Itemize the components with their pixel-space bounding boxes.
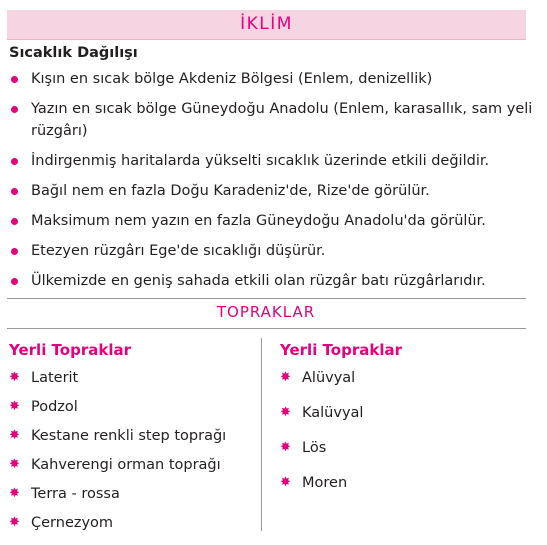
left-soil-list — [9, 368, 226, 533]
bullet-dot-icon — [11, 278, 18, 285]
star-icon: ✸ — [280, 440, 291, 455]
star-icon: ✸ — [280, 370, 291, 385]
bullet-text: Kışın en sıcak bölge Akdeniz Bölgesi (Enlem, denizellik) — [31, 71, 433, 87]
header-band — [7, 10, 526, 40]
bullet-item — [9, 98, 539, 142]
item-text: Terra - rossa — [31, 486, 120, 502]
item-text: Alüvyal — [302, 370, 356, 386]
bullet-dot-icon — [11, 248, 18, 255]
item-text: Lös — [302, 440, 327, 456]
bullet-text: Etezyen rüzgârı Ege'de sıcaklığı düşürür. — [31, 243, 326, 259]
bullet-dot-icon — [11, 218, 18, 225]
right-soil-list — [280, 368, 363, 493]
bullet-item — [9, 150, 539, 172]
list-item — [9, 513, 226, 533]
list-item — [9, 426, 226, 446]
bullet-item — [9, 240, 539, 262]
section-title: Sıcaklık Dağılışı — [9, 45, 138, 61]
list-item — [280, 473, 363, 493]
divider — [7, 298, 526, 299]
bullet-item — [9, 180, 539, 202]
list-item — [9, 484, 226, 504]
bullet-text: Ülkemizde en geniş sahada etkili olan rüzgâr batı rüzgârlarıdır. — [31, 273, 486, 289]
item-text: Moren — [302, 475, 348, 491]
star-icon: ✸ — [280, 405, 291, 420]
bullet-item — [9, 210, 539, 232]
star-icon: ✸ — [9, 370, 20, 385]
list-item — [9, 397, 226, 417]
bullet-dot-icon — [11, 188, 18, 195]
bullet-dot-icon — [11, 106, 18, 113]
item-text: Çernezyom — [31, 515, 114, 531]
page-title: İKLİM — [240, 14, 293, 34]
bullet-item — [9, 68, 539, 90]
list-item — [280, 368, 363, 388]
item-text: Podzol — [31, 399, 78, 415]
bullet-text: İndirgenmiş haritalarda yükselti sıcaklık üzerinde etkili değildir. — [31, 153, 490, 169]
bullet-dot-icon — [11, 158, 18, 165]
item-text: Kestane renkli step toprağı — [31, 428, 227, 444]
bullet-dot-icon — [11, 76, 18, 83]
divider — [7, 328, 526, 329]
right-column-title: Yerli Topraklar — [280, 341, 402, 359]
item-text: Laterit — [31, 370, 79, 386]
star-icon: ✸ — [9, 486, 20, 501]
star-icon: ✸ — [9, 399, 20, 414]
star-icon: ✸ — [280, 475, 291, 490]
climate-bullet-list — [9, 68, 539, 300]
bullet-item — [9, 270, 539, 292]
list-item — [280, 438, 363, 458]
column-divider — [261, 338, 262, 531]
list-item — [9, 455, 226, 475]
bullet-text: Yazın en sıcak bölge Güneydoğu Anadolu (Enlem, karasallık, sam yeli rüzgârı) — [31, 101, 533, 139]
star-icon: ✸ — [9, 457, 20, 472]
item-text: Kahverengi orman toprağı — [31, 457, 221, 473]
left-column-title: Yerli Topraklar — [9, 341, 131, 359]
list-item — [280, 403, 363, 423]
star-icon: ✸ — [9, 515, 20, 530]
bullet-text: Bağıl nem en fazla Doğu Karadeniz'de, Rize'de görülür. — [31, 183, 430, 199]
list-item — [9, 368, 226, 388]
star-icon: ✸ — [9, 428, 20, 443]
item-text: Kalüvyal — [302, 405, 364, 421]
bullet-text: Maksimum nem yazın en fazla Güneydoğu Anadolu'da görülür. — [31, 213, 486, 229]
soils-title: TOPRAKLAR — [216, 303, 316, 321]
